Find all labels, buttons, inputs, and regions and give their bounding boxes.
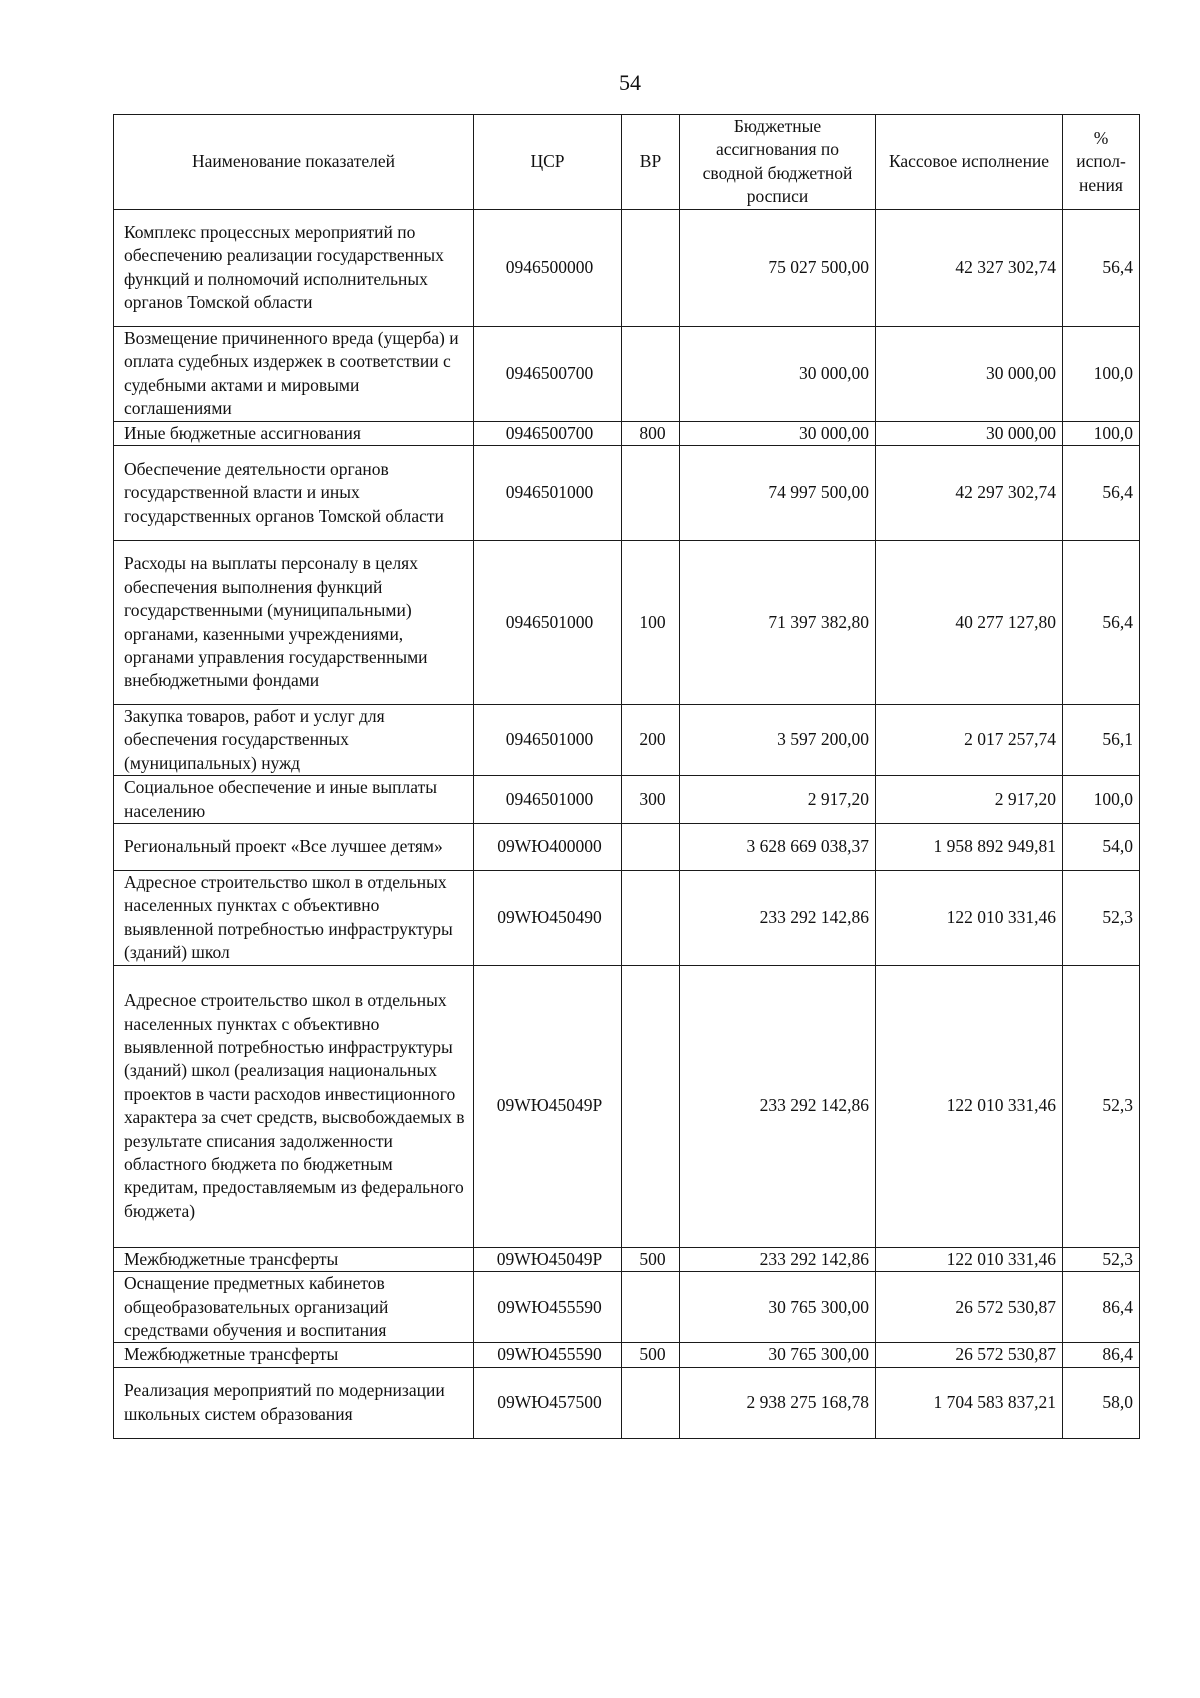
table-row <box>114 871 1140 966</box>
row-pct: 56,4 <box>1063 541 1140 705</box>
row-name: Адресное строительство школ в отдельных населенных пунктах с объективно выявленной потребностью инфраструктуры (зданий) школ <box>114 871 474 966</box>
table-row <box>114 1272 1140 1343</box>
row-pct: 100,0 <box>1063 776 1140 824</box>
table-row <box>114 705 1140 776</box>
row-pct: 100,0 <box>1063 421 1140 445</box>
table-header-row <box>114 115 1140 210</box>
row-fact: 122 010 331,46 <box>876 871 1063 966</box>
row-plan: 30 765 300,00 <box>680 1272 876 1343</box>
row-vr <box>622 446 680 541</box>
row-plan: 2 917,20 <box>680 776 876 824</box>
row-name: Возмещение причиненного вреда (ущерба) и оплата судебных издержек в соответствии с судебными актами и мировыми соглашениями <box>114 326 474 421</box>
row-vr: 100 <box>622 541 680 705</box>
table-row <box>114 326 1140 421</box>
row-csr: 09WЮ45049Р <box>474 1247 622 1271</box>
row-csr: 0946501000 <box>474 776 622 824</box>
row-name: Адресное строительство школ в отдельных населенных пунктах с объективно выявленной потребностью инфраструктуры (зданий) школ (реализация национальных проектов в части расходов инвестиционного характера за счет средств, высвобождаемых в результате списания задолженности областного бюджета по бюджетным кредитам, предоставляемым из федерального бюджета) <box>114 965 474 1247</box>
row-pct: 56,4 <box>1063 209 1140 326</box>
row-name: Оснащение предметных кабинетов общеобразовательных организаций средствами обучения и воспитания <box>114 1272 474 1343</box>
row-pct: 100,0 <box>1063 326 1140 421</box>
table-row <box>114 421 1140 445</box>
row-plan: 233 292 142,86 <box>680 965 876 1247</box>
row-name: Иные бюджетные ассигнования <box>114 421 474 445</box>
row-csr: 09WЮ450490 <box>474 871 622 966</box>
header-name: Наименование показателей <box>114 115 474 210</box>
row-vr: 800 <box>622 421 680 445</box>
row-fact: 42 327 302,74 <box>876 209 1063 326</box>
header-csr: ЦСР <box>474 115 622 210</box>
table-row <box>114 209 1140 326</box>
row-fact: 42 297 302,74 <box>876 446 1063 541</box>
row-fact: 1 958 892 949,81 <box>876 824 1063 871</box>
table-body <box>114 209 1140 1438</box>
row-pct: 52,3 <box>1063 871 1140 966</box>
row-name: Региональный проект «Все лучшее детям» <box>114 824 474 871</box>
row-csr: 0946500700 <box>474 326 622 421</box>
row-pct: 56,4 <box>1063 446 1140 541</box>
row-name: Комплекс процессных мероприятий по обеспечению реализации государственных функций и полномочий исполнительных органов Томской области <box>114 209 474 326</box>
row-fact: 122 010 331,46 <box>876 1247 1063 1271</box>
row-vr <box>622 209 680 326</box>
row-fact: 40 277 127,80 <box>876 541 1063 705</box>
row-csr: 0946500700 <box>474 421 622 445</box>
header-fact: Кассовое исполнение <box>876 115 1063 210</box>
table-row <box>114 776 1140 824</box>
row-name: Межбюджетные трансферты <box>114 1247 474 1271</box>
row-fact: 30 000,00 <box>876 326 1063 421</box>
row-plan: 30 000,00 <box>680 421 876 445</box>
row-name: Закупка товаров, работ и услуг для обеспечения государственных (муниципальных) нужд <box>114 705 474 776</box>
row-vr: 200 <box>622 705 680 776</box>
row-vr <box>622 824 680 871</box>
row-pct: 86,4 <box>1063 1272 1140 1343</box>
row-plan: 233 292 142,86 <box>680 871 876 966</box>
row-pct: 52,3 <box>1063 1247 1140 1271</box>
row-plan: 233 292 142,86 <box>680 1247 876 1271</box>
row-pct: 58,0 <box>1063 1367 1140 1438</box>
row-csr: 0946500000 <box>474 209 622 326</box>
page-number: 54 <box>619 70 641 95</box>
row-vr: 300 <box>622 776 680 824</box>
table-row <box>114 1247 1140 1271</box>
row-fact: 2 917,20 <box>876 776 1063 824</box>
header-vr: ВР <box>622 115 680 210</box>
row-fact: 2 017 257,74 <box>876 705 1063 776</box>
row-fact: 26 572 530,87 <box>876 1272 1063 1343</box>
row-plan: 3 628 669 038,37 <box>680 824 876 871</box>
row-name: Обеспечение деятельности органов государственной власти и иных государственных органов Томской области <box>114 446 474 541</box>
row-vr <box>622 1272 680 1343</box>
row-vr: 500 <box>622 1247 680 1271</box>
row-pct: 52,3 <box>1063 965 1140 1247</box>
row-name: Реализация мероприятий по модернизации школьных систем образования <box>114 1367 474 1438</box>
row-vr <box>622 965 680 1247</box>
table-row <box>114 1367 1140 1438</box>
row-csr: 09WЮ455590 <box>474 1272 622 1343</box>
row-fact: 1 704 583 837,21 <box>876 1367 1063 1438</box>
row-csr: 0946501000 <box>474 541 622 705</box>
row-csr: 09WЮ457500 <box>474 1367 622 1438</box>
row-name: Расходы на выплаты персоналу в целях обеспечения выполнения функций государственными (муниципальными) органами, казенными учреждениями, органами управления государственными внебюджетными фондами <box>114 541 474 705</box>
table-row <box>114 824 1140 871</box>
row-vr <box>622 871 680 966</box>
row-plan: 75 027 500,00 <box>680 209 876 326</box>
header-plan: Бюджетные ассигнования по сводной бюджетной росписи <box>680 115 876 210</box>
row-name: Межбюджетные трансферты <box>114 1343 474 1367</box>
row-fact: 30 000,00 <box>876 421 1063 445</box>
row-plan: 71 397 382,80 <box>680 541 876 705</box>
row-csr: 0946501000 <box>474 446 622 541</box>
header-pct: % испол-нения <box>1063 115 1140 210</box>
row-fact: 26 572 530,87 <box>876 1343 1063 1367</box>
row-vr <box>622 326 680 421</box>
table-row <box>114 446 1140 541</box>
row-pct: 56,1 <box>1063 705 1140 776</box>
row-plan: 30 765 300,00 <box>680 1343 876 1367</box>
row-vr <box>622 1367 680 1438</box>
row-plan: 2 938 275 168,78 <box>680 1367 876 1438</box>
row-vr: 500 <box>622 1343 680 1367</box>
row-csr: 09WЮ455590 <box>474 1343 622 1367</box>
row-pct: 86,4 <box>1063 1343 1140 1367</box>
row-plan: 30 000,00 <box>680 326 876 421</box>
table-row <box>114 1343 1140 1367</box>
row-plan: 74 997 500,00 <box>680 446 876 541</box>
row-fact: 122 010 331,46 <box>876 965 1063 1247</box>
table-row <box>114 541 1140 705</box>
row-csr: 09WЮ45049Р <box>474 965 622 1247</box>
table-row <box>114 965 1140 1247</box>
row-name: Социальное обеспечение и иные выплаты населению <box>114 776 474 824</box>
row-plan: 3 597 200,00 <box>680 705 876 776</box>
row-csr: 09WЮ400000 <box>474 824 622 871</box>
row-csr: 0946501000 <box>474 705 622 776</box>
row-pct: 54,0 <box>1063 824 1140 871</box>
budget-execution-table <box>113 114 1140 1439</box>
